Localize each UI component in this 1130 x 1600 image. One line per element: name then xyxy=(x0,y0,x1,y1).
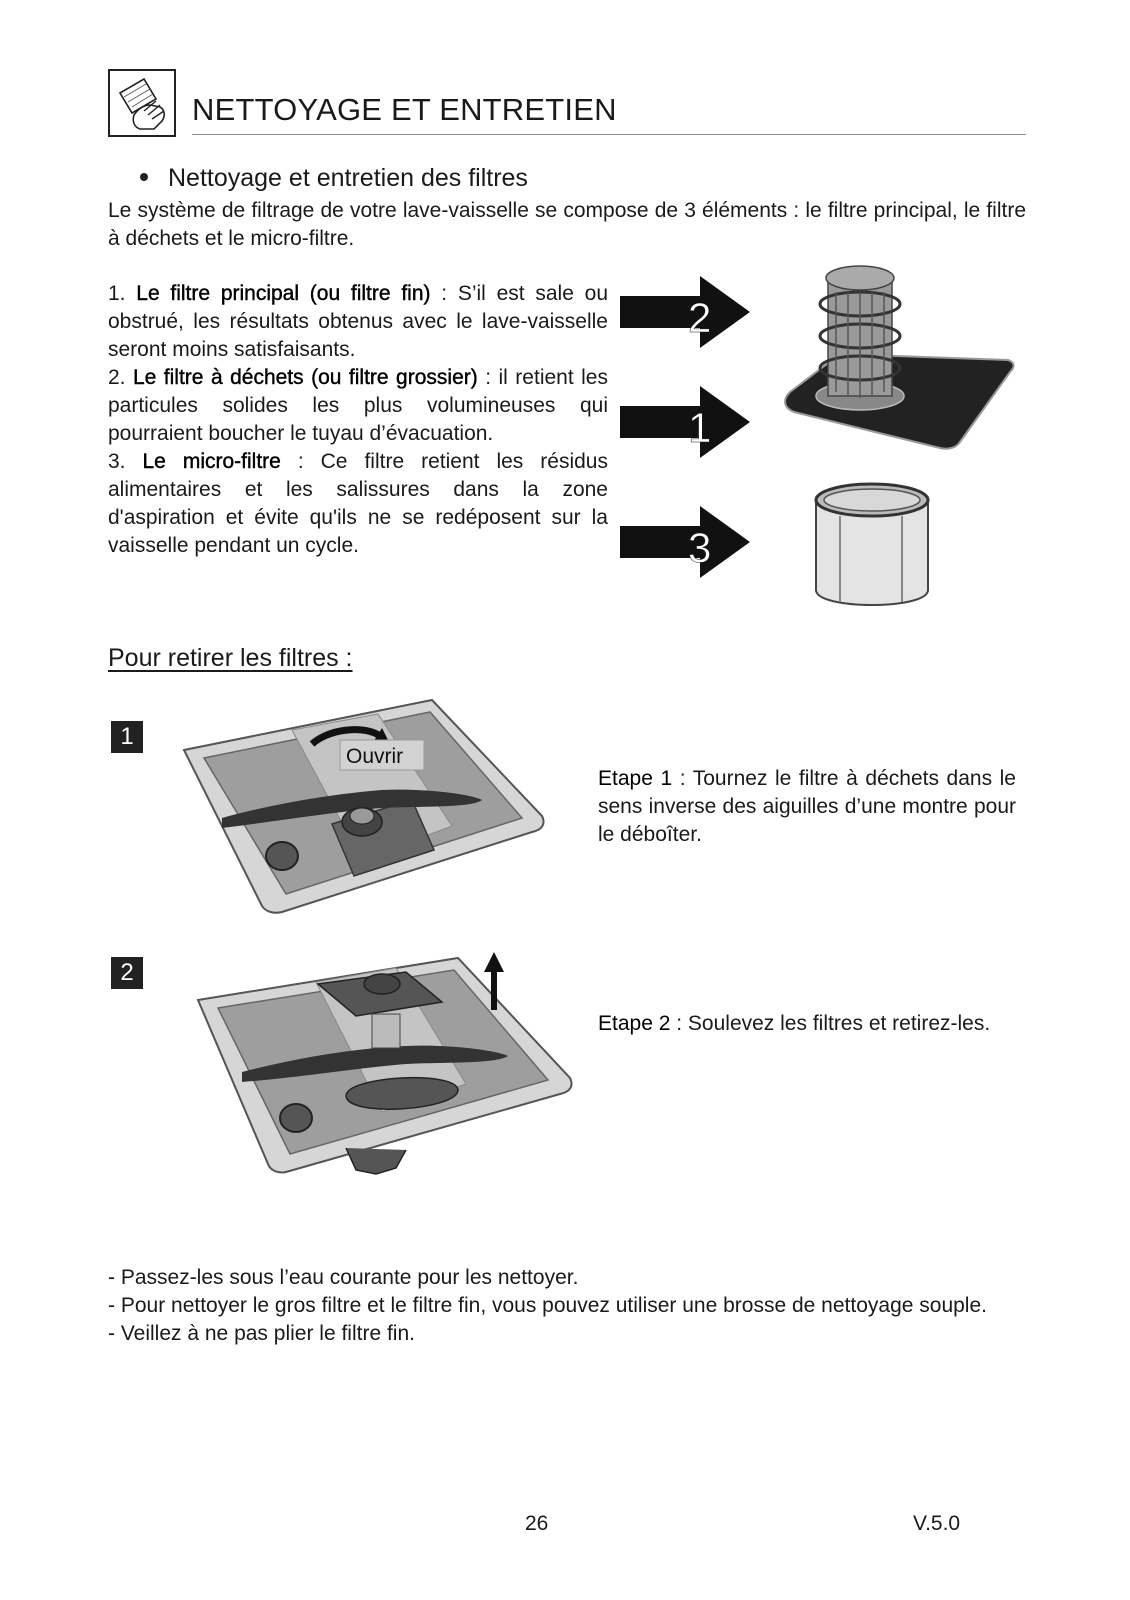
version-label: V.5.0 xyxy=(913,1512,961,1535)
hand-cleaning-icon xyxy=(108,69,176,137)
section-title xyxy=(140,164,528,193)
tip-item: - Pour nettoyer le gros filtre et le filtre fin, vous pouvez utiliser une brosse de nettoyage souple. xyxy=(108,1294,987,1317)
filter-number: 1. xyxy=(108,282,126,305)
arrow-2-icon xyxy=(620,276,760,356)
arrow-1-icon xyxy=(620,386,760,466)
section-title-text: Nettoyage et entretien des filtres xyxy=(168,164,528,192)
step-1-illustration xyxy=(182,700,562,920)
filter-item-3 xyxy=(108,448,608,560)
step-1-text xyxy=(598,765,1016,849)
filter-item-1 xyxy=(108,280,608,364)
filter-list xyxy=(108,280,608,560)
step-1-description: : Tournez le filtre à déchets dans le sens inverse des aiguilles d’une montre pour le déboîter. xyxy=(598,767,1016,846)
arrow-3-icon xyxy=(620,506,760,586)
step-2-illustration xyxy=(196,958,596,1198)
arrow-1-label: 1 xyxy=(688,404,712,451)
step-2-box: 2 xyxy=(111,957,143,989)
filter-text: : Ce filtre retient les résidus alimentaires et les salissures dans la zone d'aspiration et évite qu'ils ne se redéposent sur la vaisselle pendant un cycle. xyxy=(108,450,608,557)
page-number: 26 xyxy=(525,1512,549,1535)
arrow-2-label: 2 xyxy=(688,294,712,341)
filter-label: Le filtre à déchets (ou filtre grossier) xyxy=(132,366,478,389)
removal-title: Pour retirer les filtres : xyxy=(108,644,353,672)
filter-text: : il retient les particules solides les plus volumineuses qui pourraient boucher le tuyau d’évacuation. xyxy=(108,366,608,445)
intro-paragraph: Le système de filtrage de votre lave-vaisselle se compose de 3 éléments : le filtre principal, le filtre à déchets et le micro-filtre. xyxy=(108,199,1026,250)
bullet-icon xyxy=(140,173,148,181)
header-divider xyxy=(192,134,1026,135)
step-2-label: Etape 2 xyxy=(598,1012,671,1035)
filter-number: 2. xyxy=(108,366,126,389)
tip-item: - Passez-les sous l’eau courante pour les nettoyer. xyxy=(108,1266,579,1289)
tip-item: - Veillez à ne pas plier le filtre fin. xyxy=(108,1322,415,1345)
open-label: Ouvrir xyxy=(346,745,404,768)
filter-label: Le micro-filtre xyxy=(142,450,281,473)
filter-number: 3. xyxy=(108,450,126,473)
filter-text: : S’il est sale ou obstrué, les résultats obtenus avec le lave-vaisselle seront moins satisfaisants. xyxy=(108,282,609,361)
step-2-description: : Soulevez les filtres et retirez-les. xyxy=(670,1012,991,1035)
filter-label: Le filtre principal (ou filtre fin) xyxy=(136,282,431,305)
step-2-text xyxy=(598,1010,1016,1038)
main-filter-illustration xyxy=(770,262,1030,462)
page-title: NETTOYAGE ET ENTRETIEN xyxy=(192,92,617,127)
filter-item-2 xyxy=(108,364,608,448)
micro-filter-illustration xyxy=(810,478,940,618)
arrow-3-label: 3 xyxy=(688,524,712,571)
step-1-box: 1 xyxy=(111,721,143,753)
tips-list xyxy=(108,1264,1026,1348)
step-1-label: Etape 1 xyxy=(598,767,673,790)
